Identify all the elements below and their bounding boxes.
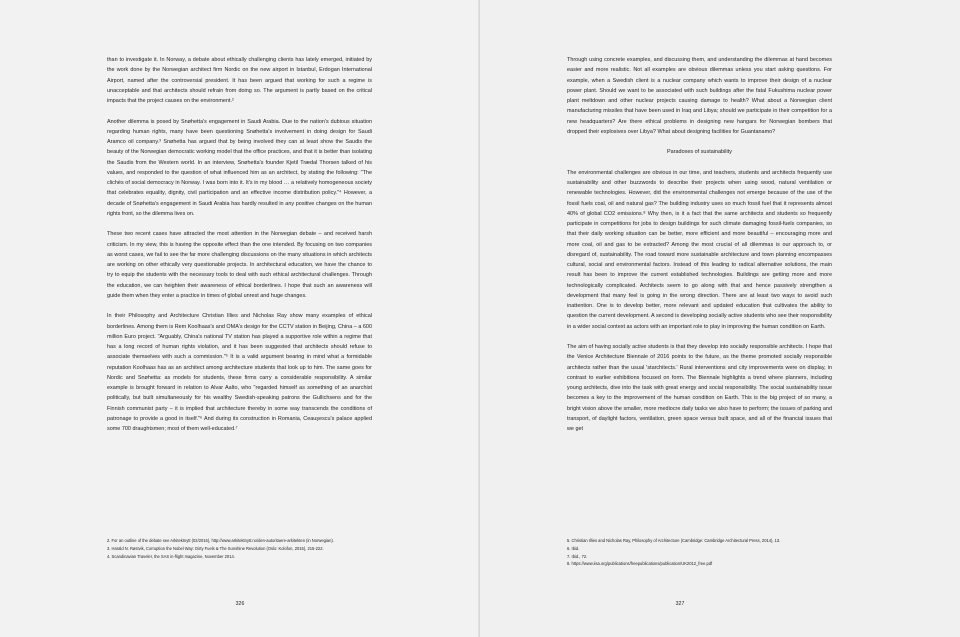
footnote-3: 3. Harald N. Røstvik, Corruption the Nobel Way: Dirty Fuels & The Sunshine Revolution (Oslo: Kolofon, 2015), 215-222. xyxy=(107,545,324,551)
right-text-column xyxy=(567,55,832,445)
right-paragraph-1: Through using concrete examples, and discussing them, and understanding the dilemmas at hand becomes easier and more realistic. Not all examples are obvious dilemmas unless you start asking questions. For example, when a Swedish client is a nuclear company which wants to improve their design of a nuclear power plant. Should we want to be associated with such buildings after the fatal Fukushima nuclear power plant meltdown and other nuclear projects causing damage to health? What about a Norwegian client manufacturing missiles that have been used in Iraq and Libya; should we participate in their competition for a new headquarters? Are there ethical problems in designing new hangars for Norwegian bombers that dropped their explosives over Libya? What about designing facilities for Guantanamo? xyxy=(567,57,832,135)
footnote-4: 4. Scandinavian Traveler, the SAS in-flight magazine, November 2014. xyxy=(107,553,235,559)
footnote-7: 7. Ibid., 72. xyxy=(567,553,588,559)
left-text-column xyxy=(107,55,372,445)
footnote-5: 5. Christian Illies and Nicholas Ray, Philosophy of Architecture (Cambridge: Cambridge Architectural Press, 2014), 13. xyxy=(567,538,781,543)
section-heading: Paradoxes of sustainability xyxy=(667,149,732,156)
left-footnotes xyxy=(107,537,372,560)
footnote-2: 2. For an outline of the debate see Arkitektnytt (02/2016), http://www.arkitektnytt.no/den-autoritaere-arkitekten (in Norwegian). xyxy=(107,538,334,543)
right-page xyxy=(480,0,960,637)
right-footnotes xyxy=(567,537,832,568)
footnote-6: 6. Ibid. xyxy=(567,545,580,551)
left-paragraph-3: These two recent cases have attracted the most attention in the Norwegian debate – and received harsh criticism. In my view, this is having the opposite effect than the one intended. By focusing on two companies as worst cases, we fail to see the far more challenging discussions on the many situations in which architects are working on other ethically very questionable projects. In architectural education, we have the chance to try to equip the students with the necessary tools to deal with such ethical architectural challenges. Through the education, we can heighten their awareness of ethical borderlines. I hope that such an awareness will guide them when they enter a practice in times of global unrest and huge changes. xyxy=(107,231,372,299)
footnote-8: 8. https://www.iisa.org/publications/freepublications/publication/UK2012_free.pdf xyxy=(567,561,713,567)
left-page-number: 326 xyxy=(235,601,245,607)
left-paragraph-4: In their Philosophy and Architecture Christian Illies and Nicholas Ray show many examples of ethical borderlines. Among them is Rem Koolhaas's and OMA's design for the CCTV station in Beijing, China – a 600 million Euro project. "Arguably, China's national TV station has played a supportive role within a regime that has a long record of human rights violation, and it has been suggested that architects should refuse to associate themselves with such a commission."⁵ It is a valid argument bearing in mind what a formidable reputation Koolhaas has as an architect among architecture students that look up to him. The same goes for Nordic and Snøhetta: as models for students, these firms carry a considerable responsibility. A similar example is brought forward in relation to Alvar Aalto, who "regarded himself as something of an anarchist politically, but built simultaneously for his wealthy Swedish-speaking patrons the Gullichsens and for the Finnish communist party – it is implied that architecture thereby in some way transcends the conditions of patronage to provide a good in itself."⁶ And during its construction in Romania, Ceauşescu's palace applied some 700 draughtsmen; most of them well-educated.⁷ xyxy=(107,313,372,432)
left-paragraph-2: Another dilemma is posed by Snøhetta's engagement in Saudi Arabia. Due to the nation's dubious situation regarding human rights, many have been questioning Snøhetta's involvement in doing design for Saudi Aramco oil company.³ Snøhetta has argued that by being involved they can at least show the Saudis the beauty of the Norwegian democratic working model that the office practices, and that it is better than isolating the Saudis from the Western world. In an interview, Snøhetta's founder Kjetil Trædal Thorsen talked of his values, and responded to the question of what influenced him as an architect, by stating the following: "The clichés of social democracy in Norway. I was born into it. It's in my blood … a relatively homogeneous society that celebrates equality, dignity, civil participation and an effective income distribution policy."⁴ However, a decade of Snøhetta's engagement in Saudi Arabia has hardly resulted in any positive changes on the human rights front, so the dilemma lives on. xyxy=(107,118,372,217)
right-paragraph-2: The environmental challenges are obvious in our time, and teachers, students and architects frequently use sustainability and other buzzwords to describe their projects when using wood, natural ventilation or renewable technologies. However, did the environmental challenges not emerge because of the use of the fossil fuels coal, oil and natural gas? The building industry uses so much fossil fuel that it represents almost 40% of global CO2 emissions.⁸ Why then, is it a fact that the same architects and students so frequently participate in competitions for jobs to design buildings for such climate damaging fossil-fuels companies, so that their daily working situation can be better, more efficient and more beautiful – encouraging more and more coal, oil and gas to be extracted? Among the most crucial of all dilemmas is our approach to, or disregard of, sustainability. The road toward more sustainable architecture and town planning encompasses cultural, social and environmental factors. Instead of this leading to radical alternative solutions, the main result has been to improve the current established technologies. Buildings are getting more and more technologically complicated. Architects seem to go along with that and hence passively strengthen a development that many feel is going in the wrong direction. There are at least two ways to avoid such inattention. One is to develop better, more relevant and updated education that cultivates the ability to question the current development. A second is developing socially active students who see their responsibility in a wider social context as actors with an important role to play in improving the human condition on Earth. xyxy=(567,169,832,330)
right-page-number: 327 xyxy=(675,601,685,607)
right-paragraph-3: The aim of having socially active students is that they develop into socially responsible architects. I hope that the Venice Architecture Biennale of 2016 points to the future, as the theme promoted socially responsible architects rather than the usual 'starchitects.' Rural interventions and city improvements were on display, in contrast to earlier exhibitions focused on form. The Biennale highlights a trend where planners, including young architects, dive into the task with great energy and social responsibility. The social sustainability issue becomes a key to the improvement of the human condition on Earth. This is the big project of so many, a bright vision above the smaller, more mediocre daily tasks we also have to perform; the issues of parking and transport, of daylight factors, ventilation, green space versus built space, and all of the financial issues that we get xyxy=(567,344,832,432)
left-paragraph-1: than to investigate it. In Norway, a debate about ethically challenging clients has lately emerged, initiated by the work done by the Norwegian architect firm Nordic on the new airport in Istanbul, Erdogan International Airport, named after the controversial president. It has been argued that working for such a regime is unacceptable and that architects should refrain from doing so. The argument is partly based on the critical impacts that the project causes on the environment.² xyxy=(107,57,372,104)
